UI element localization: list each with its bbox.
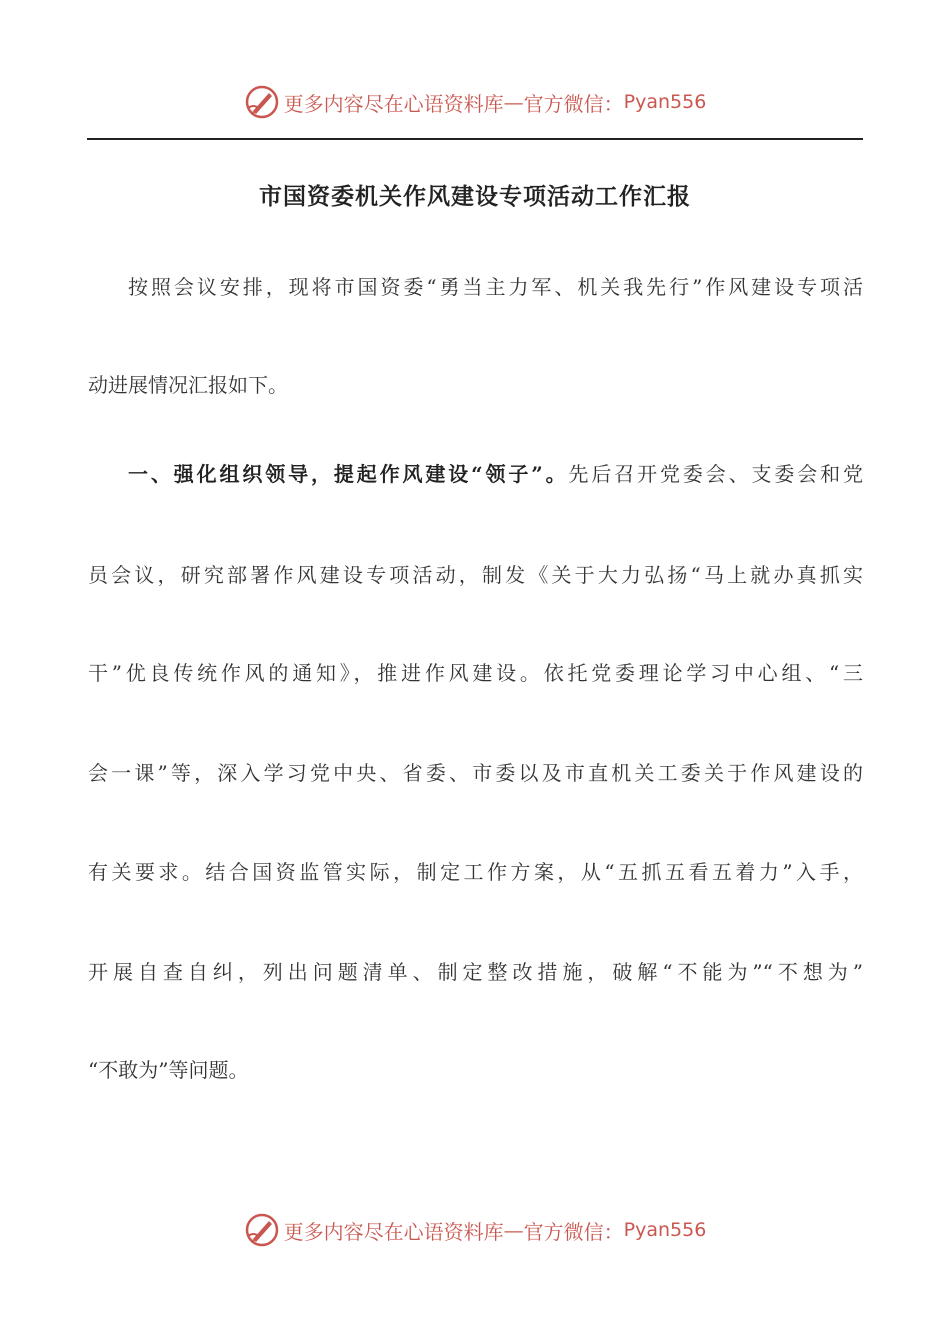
document-title: 市国资委机关作风建设专项活动工作汇报 <box>259 183 691 210</box>
banner-text: 更多内容尽在心语资料库 <box>283 1219 504 1244</box>
banner-separator: — <box>503 1218 524 1242</box>
banner-wechat-label: 官方微信： <box>523 91 624 116</box>
paragraph-2-line-1 <box>128 459 863 489</box>
pen-logo-icon <box>244 1212 280 1248</box>
paragraph-2-line-2: 员会议，研究部署作风建设专项活动，制发《关于大力弘扬“马上就办真抓实 <box>88 563 863 587</box>
paragraph-2-line-1-text: 先后召开党委会、支委会和党 <box>568 462 863 486</box>
header-banner <box>0 82 950 122</box>
pen-logo-icon <box>244 84 280 120</box>
header-divider <box>87 138 863 140</box>
paragraph-1-line-2: 动进展情况汇报如下。 <box>88 373 288 397</box>
paragraph-2-line-3: 干”优良传统作风的通知》，推进作风建设。依托党委理论学习中心组、“三 <box>88 661 863 685</box>
paragraph-2-line-4: 会一课”等，深入学习党中央、省委、市委以及市直机关工委关于作风建设的 <box>88 761 863 785</box>
banner-wechat-label: 官方微信： <box>523 1219 624 1244</box>
paragraph-2-line-5: 有关要求。结合国资监管实际，制定工作方案，从“五抓五看五着力”入手， <box>88 860 863 884</box>
banner-text: 更多内容尽在心语资料库 <box>283 91 504 116</box>
paragraph-2-line-6: 开展自查自纠，列出问题清单、制定整改措施，破解“不能为”“不想为” <box>88 960 863 984</box>
banner-separator: — <box>503 90 524 114</box>
section-heading: 一、强化组织领导，提起作风建设“领子”。 <box>128 462 569 486</box>
banner-wechat-id: Pyan556 <box>623 1219 707 1241</box>
banner-wechat-id: Pyan556 <box>623 91 707 113</box>
footer-banner <box>0 1210 950 1250</box>
paragraph-2-line-7: “不敢为”等问题。 <box>88 1058 249 1082</box>
paragraph-1-line-1: 按照会议安排，现将市国资委“勇当主力军、机关我先行”作风建设专项活 <box>128 275 863 299</box>
